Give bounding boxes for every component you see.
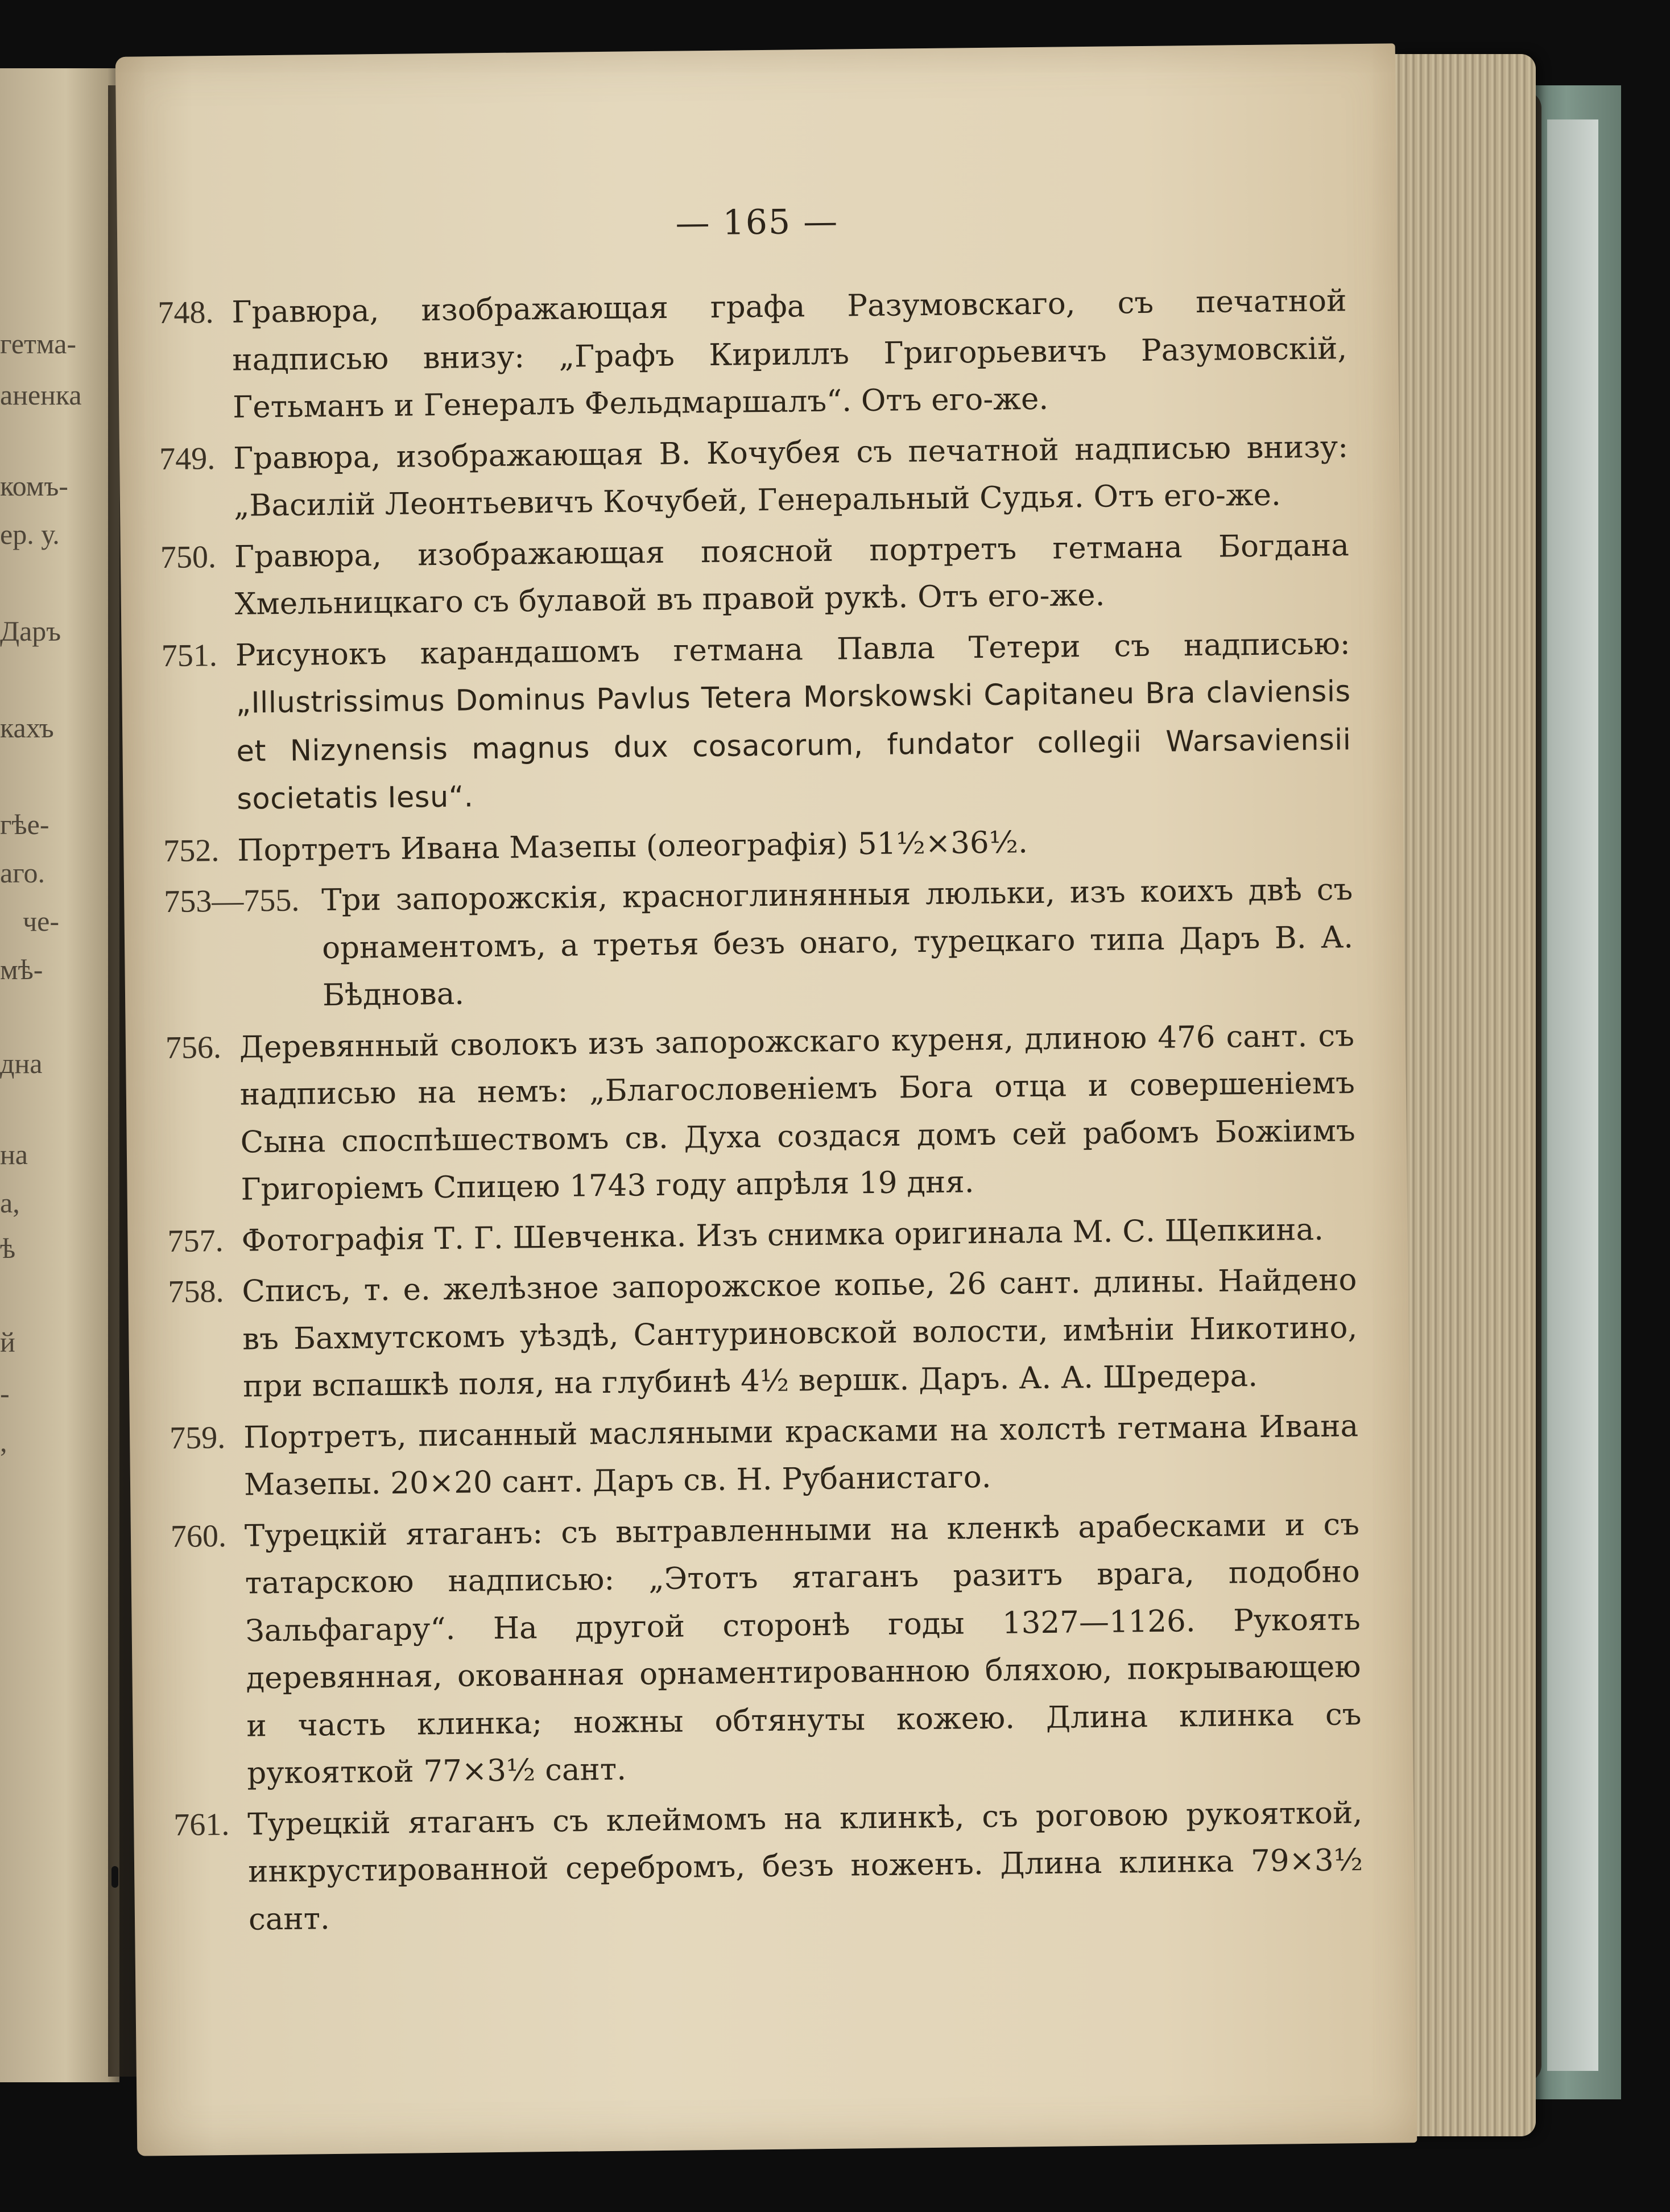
entry-number: 751. <box>161 637 218 674</box>
entry-number: 758. <box>168 1274 224 1310</box>
left-page-fragment: че- <box>23 905 59 937</box>
left-page-fragment: й <box>0 1326 15 1358</box>
entry-text: Турецкій ятаганъ съ клеймомъ на клинкѣ, съ роговою рукояткой, инкрустированной серебромъ, безъ ноженъ. Длина клинка 79×3½ сант. <box>247 1795 1363 1937</box>
entry-number: 752. <box>163 832 220 869</box>
entry-text: Гравюра, изображающая поясной портретъ гетмана Богдана Хмельницкаго съ булавой въ правой рукѣ. Отъ его-же. <box>234 527 1350 622</box>
left-facing-page <box>0 68 119 2082</box>
left-page-fragment: а, <box>0 1187 20 1219</box>
entry-text <box>235 620 1351 824</box>
catalogue-entry <box>173 1789 1364 1944</box>
entry-text: Списъ, т. е. желѣзное запорожское копье, 26 сант. длины. Найдено въ Бахмутскомъ уѣздѣ, Сантуриновской волости, имѣніи Никотино, при вспашкѣ поля, на глубинѣ 4½ вершк. Даръ. А. А. Шредера. <box>242 1262 1358 1404</box>
catalogue-entry <box>158 277 1348 432</box>
left-page-fragment: - <box>0 1377 10 1409</box>
page-fore-edge <box>1394 54 1536 2136</box>
entry-number: 757. <box>167 1223 224 1259</box>
catalogue-entry <box>166 1012 1356 1215</box>
entry-text: Портретъ, писанный масляными красками на холстѣ гетмана Ивана Мазепы. 20×20 сант. Даръ св. Н. Рубанистаго. <box>243 1408 1359 1503</box>
right-page <box>115 43 1417 2156</box>
entry-text: Портретъ Ивана Мазепы (олеографія) 51½×36½. <box>237 824 1028 868</box>
entry-number: 750. <box>160 539 217 575</box>
binding-thread-mark <box>111 1866 118 1888</box>
catalogue-entry <box>159 423 1349 531</box>
entry-text: Деревянный сволокъ изъ запорожскаго куреня, длиною 476 сант. съ надписью на немъ: „Благословеніемъ Бога отца и совершеніемъ Сына споспѣшествомъ св. Духа создася домъ сей рабомъ Божіимъ Григоріемъ Спицею 1743 году апрѣля 19 дня. <box>239 1018 1355 1207</box>
left-page-fragment: комъ- <box>0 470 68 502</box>
catalogue-entry <box>164 866 1354 1021</box>
entry-text-latin-inscription: „Illustrissimus Dominus Pavlus Tetera Morskowski Capitaneu Bra claviensis et Nizynensis magnus dux cosacorum, fundator collegii Warsaviensii societatis Iesu“. <box>235 675 1351 816</box>
left-page-fragment: дна <box>0 1047 43 1079</box>
entry-number: 761. <box>173 1806 230 1843</box>
left-page-fragment: ер. у. <box>0 518 60 550</box>
cover-endpaper <box>1547 119 1598 2071</box>
left-page-fragment: мѣ- <box>0 954 43 985</box>
left-page-fragment: Даръ <box>0 615 61 647</box>
page-number: — 165 — <box>675 201 839 244</box>
entry-number: 759. <box>169 1419 226 1456</box>
entry-number: 753—755. <box>163 882 300 920</box>
catalogue-entry <box>160 522 1350 629</box>
entry-number: 749. <box>159 440 216 477</box>
catalogue-entries <box>158 277 1363 1947</box>
left-page-fragment: гѣе- <box>0 808 49 840</box>
catalogue-entry <box>163 815 1353 875</box>
entry-number: 756. <box>165 1029 222 1066</box>
catalogue-entry <box>170 1402 1359 1510</box>
entry-text: Гравюра, изображающая В. Кочубея съ печатной надписью внизу: „Василій Леонтьевичъ Кочубей, Генеральный Судья. Отъ его-же. <box>233 429 1349 523</box>
entry-number: 748. <box>158 295 214 331</box>
left-page-fragment: аненка <box>0 379 82 411</box>
catalogue-entry <box>171 1501 1362 1798</box>
left-page-fragment: ѣ <box>0 1232 16 1264</box>
entry-text: Турецкій ятаганъ: съ вытравленными на кленкѣ арабесками и съ татарскою надписью: „Этотъ ятаганъ разитъ врага, подобно Зальфагару“. На другой сторонѣ годы 1327—1126. Рукоять деревянная, окованная орнаментированною бляхою, покрывающею и часть клинка; ножны обтянуты кожею. Длина клинка съ рукояткой 77×3½ сант. <box>244 1507 1362 1791</box>
left-page-fragment: на <box>0 1138 28 1170</box>
left-page-fragment: гетма- <box>0 328 77 360</box>
entry-text: Гравюра, изображающая графа Разумовскаго, съ печатной надписью внизу: „Графъ Кириллъ Григорьевичъ Разумовскій, Гетьманъ и Генералъ Фельдмаршалъ“. Отъ его-же. <box>232 283 1347 425</box>
left-page-fragment: аго. <box>0 857 45 889</box>
left-page-fragment: , <box>0 1426 7 1458</box>
entry-text-cyrillic: Рисунокъ карандашомъ гетмана Павла Тетери съ надписью: <box>235 626 1350 673</box>
entry-text: Фотографія Т. Г. Шевченка. Изъ снимка оригинала М. С. Щепкина. <box>241 1212 1324 1258</box>
entry-text: Три запорожскія, красноглинянныя люльки, изъ коихъ двѣ съ орнаментомъ, а третья безъ онаго, турецкаго типа Даръ В. А. Бѣднова. <box>321 872 1354 1013</box>
catalogue-entry <box>161 620 1351 824</box>
left-page-fragment: кахъ <box>0 712 54 744</box>
catalogue-entry <box>168 1256 1358 1411</box>
catalogue-entry <box>167 1206 1357 1265</box>
entry-number: 760. <box>170 1518 227 1554</box>
